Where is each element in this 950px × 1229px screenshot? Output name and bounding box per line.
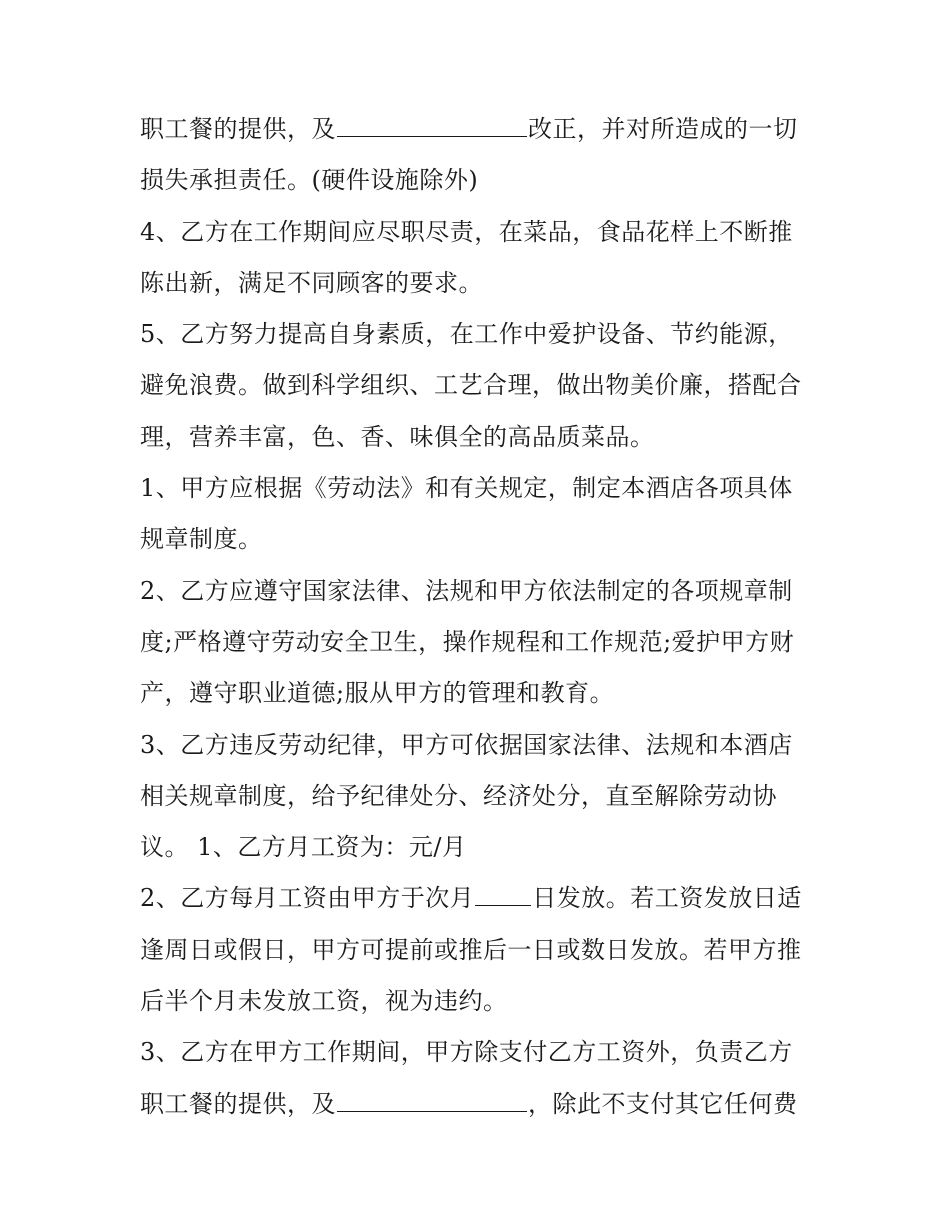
text-line: 4、乙方在工作期间应尽职尽责，在菜品，食品花样上不断推 xyxy=(140,217,793,246)
fill-in-blank xyxy=(475,879,531,906)
text-line: 规章制度。 xyxy=(140,525,263,554)
text-line: 后半个月未发放工资，视为违约。 xyxy=(140,987,508,1016)
text-segment: 改正，并对所造成的一切 xyxy=(528,115,798,143)
text-line: 2、乙方应遵守国家法律、法规和甲方依法制定的各项规章制 xyxy=(140,576,793,605)
text-line xyxy=(140,873,820,924)
text-segment: 2、乙方每月工资由甲方于次月 xyxy=(140,884,475,913)
text-line: 陈出新，满足不同顾客的要求。 xyxy=(140,268,483,297)
text-line: 3、乙方违反劳动纪律，甲方可依据国家法律、法规和本酒店 xyxy=(140,730,793,759)
text-line: 逢周日或假日，甲方可提前或推后一日或数日发放。若甲方推 xyxy=(140,935,802,964)
fill-in-blank xyxy=(337,110,527,137)
text-line xyxy=(140,104,820,155)
text-line: 1、甲方应根据《劳动法》和有关规定，制定本酒店各项具体 xyxy=(140,474,793,503)
text-line: 议。 1、乙方月工资为：元/月 xyxy=(140,833,467,862)
document-body xyxy=(140,104,820,1130)
text-line: 避免浪费。做到科学组织、工艺合理，做出物美价廉，搭配合 xyxy=(140,371,802,400)
text-line xyxy=(140,1079,820,1130)
text-line: 相关规章制度，给予纪律处分、经济处分，直至解除劳动协 xyxy=(140,781,777,810)
text-segment: 职工餐的提供，及 xyxy=(140,1089,336,1118)
fill-in-blank xyxy=(337,1085,527,1112)
text-line: 理，营养丰富，色、香、味俱全的高品质菜品。 xyxy=(140,422,655,451)
text-line: 5、乙方努力提高自身素质，在工作中爱护设备、节约能源， xyxy=(140,320,793,349)
text-segment: ，除此不支付其它任何费 xyxy=(528,1089,798,1118)
text-line: 产，遵守职业道德;服从甲方的管理和教育。 xyxy=(140,679,615,708)
text-line: 3、乙方在甲方工作期间，甲方除支付乙方工资外，负责乙方 xyxy=(140,1038,793,1067)
text-segment: 职工餐的提供，及 xyxy=(140,115,336,143)
text-segment: 日发放。若工资发放日适 xyxy=(532,884,802,913)
text-line: 度;严格遵守劳动安全卫生，操作规程和工作规范;爱护甲方财 xyxy=(140,627,795,656)
text-line: 损失承担责任。(硬件设施除外) xyxy=(140,166,479,195)
